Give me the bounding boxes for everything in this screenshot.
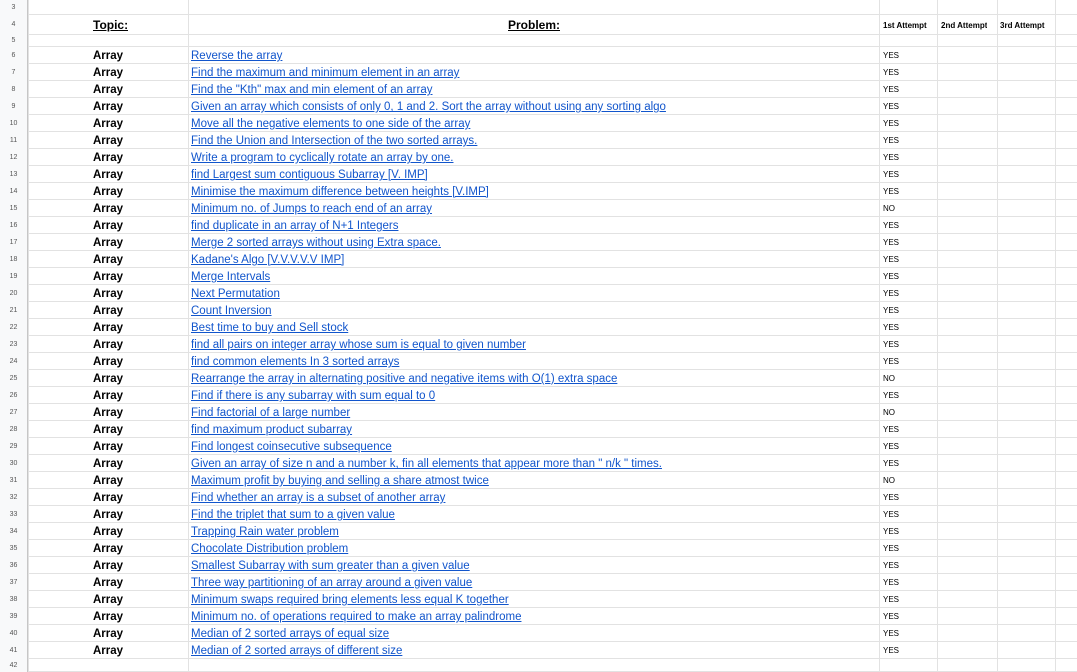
- table-row[interactable]: [0, 285, 1077, 302]
- row-number[interactable]: 42: [0, 659, 28, 672]
- header-row[interactable]: [0, 15, 1077, 35]
- attempt-1-cell[interactable]: YES: [883, 102, 900, 111]
- row-number[interactable]: 37: [0, 574, 28, 591]
- row-number[interactable]: 15: [0, 200, 28, 217]
- attempt-1-cell[interactable]: YES: [883, 119, 900, 128]
- row-number[interactable]: 36: [0, 557, 28, 574]
- row-number[interactable]: 18: [0, 251, 28, 268]
- row-number[interactable]: 22: [0, 319, 28, 336]
- problem-link[interactable]: Smallest Subarray with sum greater than a given value: [191, 560, 470, 572]
- attempt-1-cell[interactable]: YES: [883, 289, 900, 298]
- attempt-1-cell[interactable]: YES: [883, 629, 900, 638]
- row-number[interactable]: 5: [0, 35, 28, 47]
- problem-link[interactable]: Write a program to cyclically rotate an array by one.: [191, 152, 454, 164]
- problem-link[interactable]: find maximum product subarray: [191, 424, 353, 436]
- topic-cell[interactable]: Array: [93, 84, 124, 96]
- table-row[interactable]: [0, 540, 1077, 557]
- topic-header: Topic:: [93, 18, 129, 32]
- topic-cell[interactable]: Array: [93, 475, 124, 487]
- attempt-1-header: 1st Attempt: [883, 21, 927, 30]
- topic-cell[interactable]: Array: [93, 509, 124, 521]
- attempt-1-cell[interactable]: YES: [883, 153, 900, 162]
- attempt-1-cell[interactable]: YES: [883, 357, 900, 366]
- topic-cell[interactable]: Array: [93, 560, 124, 572]
- topic-cell[interactable]: Array: [93, 50, 124, 62]
- table-row[interactable]: [0, 268, 1077, 285]
- topic-cell[interactable]: Array: [93, 441, 124, 453]
- topic-cell[interactable]: Array: [93, 169, 124, 181]
- problem-link[interactable]: Count Inversion: [191, 305, 272, 317]
- problem-link[interactable]: Minimum no. of operations required to make an array palindrome: [191, 611, 522, 623]
- sheet-row[interactable]: [0, 659, 1077, 672]
- table-row[interactable]: [0, 336, 1077, 353]
- problem-link[interactable]: Find the triplet that sum to a given value: [191, 509, 395, 521]
- problem-link[interactable]: find common elements In 3 sorted arrays: [191, 356, 400, 368]
- problem-link[interactable]: Median of 2 sorted arrays of different size: [191, 645, 403, 657]
- topic-cell[interactable]: Array: [93, 373, 124, 385]
- attempt-1-cell[interactable]: YES: [883, 85, 900, 94]
- problem-link[interactable]: Find the "Kth" max and min element of an array: [191, 84, 433, 96]
- attempt-1-cell[interactable]: NO: [883, 408, 895, 417]
- row-number[interactable]: 21: [0, 302, 28, 319]
- problem-link[interactable]: Find the maximum and minimum element in an array: [191, 67, 460, 79]
- row-number[interactable]: 4: [0, 15, 28, 35]
- table-row[interactable]: [0, 115, 1077, 132]
- problem-link[interactable]: Given an array of size n and a number k, fin all elements that appear more than " n/k " times.: [191, 458, 662, 470]
- problem-link[interactable]: Next Permutation: [191, 288, 280, 300]
- attempt-1-cell[interactable]: YES: [883, 578, 900, 587]
- problem-link[interactable]: Find the Union and Intersection of the two sorted arrays.: [191, 135, 478, 147]
- attempt-1-cell[interactable]: NO: [883, 476, 895, 485]
- topic-cell[interactable]: Array: [93, 526, 124, 538]
- row-number[interactable]: 29: [0, 438, 28, 455]
- row-number[interactable]: 40: [0, 625, 28, 642]
- row-number[interactable]: 34: [0, 523, 28, 540]
- row-number[interactable]: 41: [0, 642, 28, 659]
- row-number[interactable]: 7: [0, 64, 28, 81]
- problem-link[interactable]: Minimum no. of Jumps to reach end of an array: [191, 203, 432, 215]
- topic-cell[interactable]: Array: [93, 135, 124, 147]
- table-row[interactable]: [0, 591, 1077, 608]
- topic-cell[interactable]: Array: [93, 407, 124, 419]
- row-number[interactable]: 23: [0, 336, 28, 353]
- row-number[interactable]: 14: [0, 183, 28, 200]
- table-row[interactable]: [0, 557, 1077, 574]
- attempt-1-cell[interactable]: YES: [883, 612, 900, 621]
- problem-link[interactable]: Find factorial of a large number: [191, 407, 351, 419]
- problem-link[interactable]: Find if there is any subarray with sum equal to 0: [191, 390, 436, 402]
- table-row[interactable]: [0, 353, 1077, 370]
- row-number[interactable]: 17: [0, 234, 28, 251]
- attempt-1-cell[interactable]: YES: [883, 68, 900, 77]
- topic-cell[interactable]: Array: [93, 152, 124, 164]
- attempt-1-cell[interactable]: YES: [883, 323, 900, 332]
- attempt-1-cell[interactable]: YES: [883, 187, 900, 196]
- table-row[interactable]: [0, 64, 1077, 81]
- problem-link[interactable]: Kadane's Algo [V.V.V.V.V IMP]: [191, 254, 345, 266]
- table-row[interactable]: [0, 472, 1077, 489]
- problem-link[interactable]: Reverse the array: [191, 50, 283, 62]
- row-number[interactable]: 11: [0, 132, 28, 149]
- topic-cell[interactable]: Array: [93, 67, 124, 79]
- row-number[interactable]: 33: [0, 506, 28, 523]
- table-row[interactable]: [0, 217, 1077, 234]
- row-number[interactable]: 32: [0, 489, 28, 506]
- problem-link[interactable]: Find whether an array is a subset of another array: [191, 492, 446, 504]
- topic-cell[interactable]: Array: [93, 254, 124, 266]
- topic-cell[interactable]: Array: [93, 305, 124, 317]
- topic-cell[interactable]: Array: [93, 288, 124, 300]
- problem-link[interactable]: Rearrange the array in alternating positive and negative items with O(1) extra space: [191, 373, 618, 385]
- table-row[interactable]: [0, 574, 1077, 591]
- table-row[interactable]: [0, 98, 1077, 115]
- row-number[interactable]: 6: [0, 47, 28, 64]
- row-number[interactable]: 35: [0, 540, 28, 557]
- table-row[interactable]: [0, 642, 1077, 659]
- attempt-1-cell[interactable]: YES: [883, 646, 900, 655]
- attempt-1-cell[interactable]: NO: [883, 204, 895, 213]
- attempt-1-cell[interactable]: YES: [883, 595, 900, 604]
- table-row[interactable]: [0, 200, 1077, 217]
- problem-header: Problem:: [508, 18, 561, 32]
- topic-cell[interactable]: Array: [93, 339, 124, 351]
- table-row[interactable]: [0, 438, 1077, 455]
- row-number[interactable]: 24: [0, 353, 28, 370]
- attempt-1-cell[interactable]: YES: [883, 255, 900, 264]
- table-row[interactable]: [0, 523, 1077, 540]
- table-row[interactable]: [0, 404, 1077, 421]
- problem-link[interactable]: Three way partitioning of an array around a given value: [191, 577, 473, 589]
- topic-cell[interactable]: Array: [93, 424, 124, 436]
- attempt-1-cell[interactable]: YES: [883, 306, 900, 315]
- row-number[interactable]: 16: [0, 217, 28, 234]
- table-row[interactable]: [0, 234, 1077, 251]
- table-row[interactable]: [0, 302, 1077, 319]
- attempt-1-cell[interactable]: YES: [883, 221, 900, 230]
- problem-link[interactable]: Given an array which consists of only 0, 1 and 2. Sort the array without using any sorting algo: [191, 101, 666, 113]
- problem-link[interactable]: Move all the negative elements to one side of the array: [191, 118, 471, 130]
- sheet-row[interactable]: [0, 35, 1077, 47]
- row-number[interactable]: 20: [0, 285, 28, 302]
- attempt-1-cell[interactable]: YES: [883, 493, 900, 502]
- topic-cell[interactable]: Array: [93, 356, 124, 368]
- attempt-1-cell[interactable]: YES: [883, 459, 900, 468]
- table-row[interactable]: [0, 489, 1077, 506]
- row-number[interactable]: 19: [0, 268, 28, 285]
- table-row[interactable]: [0, 81, 1077, 98]
- topic-cell[interactable]: Array: [93, 186, 124, 198]
- table-row[interactable]: [0, 183, 1077, 200]
- table-row[interactable]: [0, 132, 1077, 149]
- topic-cell[interactable]: Array: [93, 594, 124, 606]
- problem-link[interactable]: find all pairs on integer array whose sum is equal to given number: [191, 339, 526, 351]
- topic-cell[interactable]: Array: [93, 118, 124, 130]
- table-row[interactable]: [0, 625, 1077, 642]
- problem-link[interactable]: Chocolate Distribution problem: [191, 543, 349, 555]
- problem-link[interactable]: Maximum profit by buying and selling a share atmost twice: [191, 475, 489, 487]
- topic-cell[interactable]: Array: [93, 271, 124, 283]
- row-number[interactable]: 9: [0, 98, 28, 115]
- table-row[interactable]: [0, 455, 1077, 472]
- attempt-1-cell[interactable]: NO: [883, 374, 895, 383]
- topic-cell[interactable]: Array: [93, 543, 124, 555]
- table-row[interactable]: [0, 506, 1077, 523]
- topic-cell[interactable]: Array: [93, 492, 124, 504]
- topic-cell[interactable]: Array: [93, 645, 124, 657]
- topic-cell[interactable]: Array: [93, 390, 124, 402]
- row-number[interactable]: 31: [0, 472, 28, 489]
- problem-link[interactable]: find Largest sum contiguous Subarray [V. IMP]: [191, 169, 428, 181]
- attempt-1-cell[interactable]: YES: [883, 425, 900, 434]
- topic-cell[interactable]: Array: [93, 458, 124, 470]
- topic-cell[interactable]: Array: [93, 611, 124, 623]
- row-number[interactable]: 27: [0, 404, 28, 421]
- topic-cell[interactable]: Array: [93, 203, 124, 215]
- attempt-2-header: 2nd Attempt: [941, 21, 988, 30]
- row-number[interactable]: 13: [0, 166, 28, 183]
- problem-link[interactable]: Trapping Rain water problem: [191, 526, 339, 538]
- topic-cell[interactable]: Array: [93, 101, 124, 113]
- problem-link[interactable]: Best time to buy and Sell stock: [191, 322, 349, 334]
- problem-link[interactable]: Median of 2 sorted arrays of equal size: [191, 628, 390, 640]
- attempt-1-cell[interactable]: YES: [883, 527, 900, 536]
- row-number[interactable]: 30: [0, 455, 28, 472]
- attempt-1-cell[interactable]: YES: [883, 136, 900, 145]
- attempt-1-cell[interactable]: YES: [883, 238, 900, 247]
- table-row[interactable]: [0, 47, 1077, 64]
- problem-link[interactable]: Merge 2 sorted arrays without using Extra space.: [191, 237, 441, 249]
- table-row[interactable]: [0, 370, 1077, 387]
- table-row[interactable]: [0, 319, 1077, 336]
- row-number[interactable]: 26: [0, 387, 28, 404]
- topic-cell[interactable]: Array: [93, 237, 124, 249]
- attempt-1-cell[interactable]: YES: [883, 340, 900, 349]
- problem-link[interactable]: find duplicate in an array of N+1 Integers: [191, 220, 399, 232]
- table-row[interactable]: [0, 608, 1077, 625]
- row-number[interactable]: 25: [0, 370, 28, 387]
- attempt-1-cell[interactable]: YES: [883, 442, 900, 451]
- table-row[interactable]: [0, 251, 1077, 268]
- attempt-1-cell[interactable]: YES: [883, 272, 900, 281]
- topic-cell[interactable]: Array: [93, 577, 124, 589]
- row-number[interactable]: 12: [0, 149, 28, 166]
- row-number[interactable]: 28: [0, 421, 28, 438]
- topic-cell[interactable]: Array: [93, 322, 124, 334]
- table-row[interactable]: [0, 166, 1077, 183]
- problem-link[interactable]: Minimise the maximum difference between heights [V.IMP]: [191, 186, 489, 198]
- attempt-1-cell[interactable]: YES: [883, 51, 900, 60]
- table-row[interactable]: [0, 149, 1077, 166]
- attempt-1-cell[interactable]: YES: [883, 510, 900, 519]
- problem-link[interactable]: Find longest coinsecutive subsequence: [191, 441, 392, 453]
- problem-link[interactable]: Minimum swaps required bring elements less equal K together: [191, 594, 509, 606]
- attempt-1-cell[interactable]: YES: [883, 170, 900, 179]
- attempt-1-cell[interactable]: YES: [883, 544, 900, 553]
- problem-link[interactable]: Merge Intervals: [191, 271, 271, 283]
- table-row[interactable]: [0, 421, 1077, 438]
- attempt-1-cell[interactable]: YES: [883, 561, 900, 570]
- topic-cell[interactable]: Array: [93, 628, 124, 640]
- attempt-3-header: 3rd Attempt: [1000, 21, 1045, 30]
- row-number[interactable]: 39: [0, 608, 28, 625]
- table-row[interactable]: [0, 387, 1077, 404]
- row-number[interactable]: 38: [0, 591, 28, 608]
- row-number[interactable]: 10: [0, 115, 28, 132]
- attempt-1-cell[interactable]: YES: [883, 391, 900, 400]
- sheet-row[interactable]: [0, 0, 1077, 15]
- row-number[interactable]: 8: [0, 81, 28, 98]
- topic-cell[interactable]: Array: [93, 220, 124, 232]
- row-number[interactable]: 3: [0, 0, 28, 15]
